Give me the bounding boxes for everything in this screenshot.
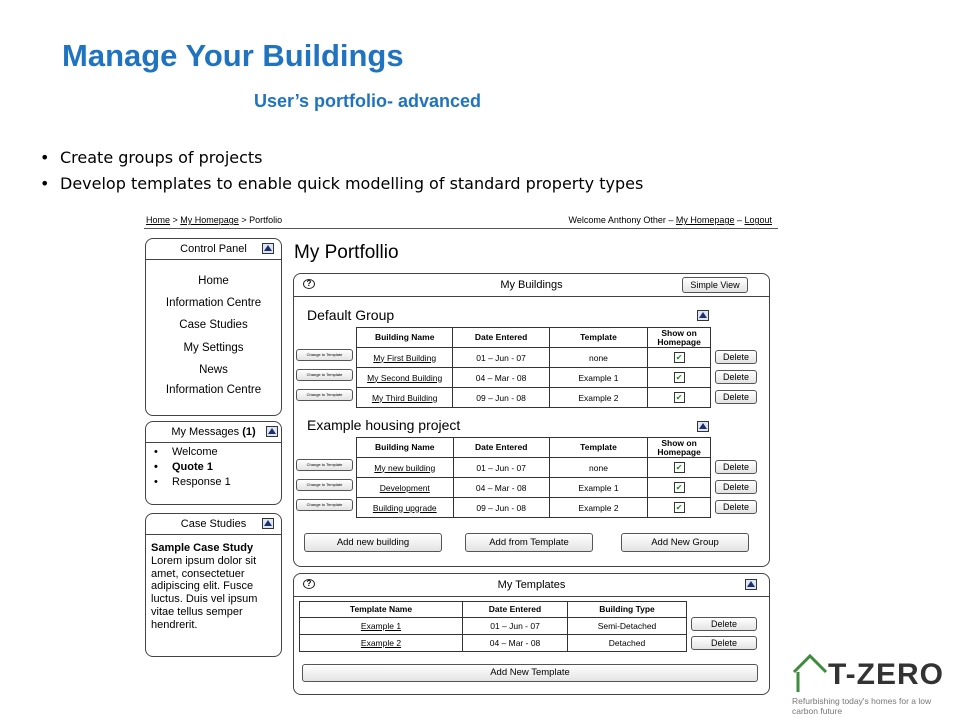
show-on-homepage-cell (648, 498, 711, 518)
show-on-homepage-cell (648, 458, 711, 478)
add-new-group-button[interactable]: Add New Group (621, 533, 749, 552)
column-header: Date Entered (453, 328, 549, 348)
checkbox-checked-icon[interactable]: ✔ (674, 352, 685, 363)
buildings-table-example-housing (356, 437, 711, 518)
building-name-link[interactable]: My Third Building (357, 388, 453, 408)
show-on-homepage-cell (648, 478, 711, 498)
table-row (357, 458, 711, 478)
breadcrumb (146, 215, 282, 225)
template-cell: Example 1 (549, 368, 647, 388)
templates-table (299, 601, 687, 652)
group-title-default: Default Group (307, 307, 395, 323)
house-logo-icon (792, 652, 828, 694)
column-header: Show on Homepage (648, 328, 711, 348)
date-cell: 01 – Jun - 07 (453, 458, 549, 478)
myhomepage-link[interactable]: My Homepage (675, 215, 735, 225)
my-templates-title: My Templates (497, 579, 566, 591)
user-links (569, 215, 772, 225)
add-new-template-button[interactable]: Add New Template (302, 664, 758, 682)
nav-item-information-centre[interactable]: Information Centre (165, 297, 262, 309)
column-header: Date Entered (463, 602, 568, 618)
template-cell: Example 1 (549, 478, 647, 498)
building-name-link[interactable]: My new building (357, 458, 454, 478)
change-to-template-button[interactable]: Change to Template (296, 459, 353, 471)
collapse-icon[interactable] (262, 518, 274, 529)
column-header: Template Name (300, 602, 463, 618)
message-item[interactable]: • Quote 1 (152, 461, 231, 476)
building-type-cell: Semi-Detached (568, 618, 687, 635)
messages-count: (1) (242, 426, 256, 438)
case-study-heading[interactable]: Sample Case Study (151, 542, 254, 554)
template-name-link[interactable]: Example 1 (300, 618, 463, 635)
my-buildings-title: My Buildings (500, 279, 563, 291)
template-cell: none (549, 348, 647, 368)
column-header: Template (549, 438, 647, 458)
date-cell: 04 – Mar - 08 (453, 368, 549, 388)
welcome-text: Welcome Anthony Other – (568, 215, 676, 225)
case-study-body: Lorem ipsum dolor sit amet, consectetuer adipiscing elit. Fusce luctus. Duis vel ipsum vitae tellus semper hendrerit. (151, 554, 258, 631)
case-studies-title: Case Studies (180, 518, 247, 530)
messages-header (146, 422, 281, 443)
control-panel-title: Control Panel (180, 243, 247, 255)
slide-subtitle: User’s portfolio- advanced (254, 91, 482, 111)
delete-button[interactable]: Delete (715, 370, 757, 384)
delete-button[interactable]: Delete (691, 636, 757, 650)
case-studies-header (146, 514, 281, 535)
breadcrumb-myhomepage-link[interactable]: My Homepage (180, 215, 239, 225)
bullet-list (38, 146, 643, 198)
date-cell: 01 – Jun - 07 (463, 618, 568, 635)
show-on-homepage-cell (648, 368, 711, 388)
case-studies-panel (145, 513, 282, 657)
template-name-link[interactable]: Example 2 (300, 635, 463, 652)
breadcrumb-home-link[interactable]: Home (146, 215, 171, 225)
messages-panel (145, 421, 282, 505)
top-navigation-bar (144, 212, 778, 229)
nav-item-information-centre-2[interactable]: Information Centre (165, 384, 262, 396)
delete-button[interactable]: Delete (715, 480, 757, 494)
change-to-template-button[interactable]: Change to Template (296, 499, 353, 511)
logo-wordmark: T-ZERO (828, 658, 944, 691)
logo-tagline: Refurbishing today's homes for a low carbon future (792, 696, 932, 716)
building-name-link[interactable]: My Second Building (357, 368, 453, 388)
date-cell: 04 – Mar - 08 (453, 478, 549, 498)
show-on-homepage-cell (648, 348, 711, 368)
my-buildings-panel (293, 273, 770, 567)
nav-item-home[interactable]: Home (198, 275, 229, 287)
logout-link[interactable]: Logout (744, 215, 772, 225)
nav-item-case-studies[interactable]: Case Studies (179, 319, 248, 331)
date-cell: 04 – Mar - 08 (463, 635, 568, 652)
table-row (357, 368, 711, 388)
bullet-item: • Create groups of projects (38, 146, 643, 172)
collapse-icon[interactable] (697, 421, 709, 432)
breadcrumb-current: > Portfolio (238, 215, 283, 225)
collapse-icon[interactable] (697, 310, 709, 321)
collapse-icon[interactable] (266, 426, 278, 437)
column-header: Date Entered (453, 438, 549, 458)
slide-title: Manage Your Buildings (62, 38, 404, 73)
collapse-icon[interactable] (745, 579, 757, 590)
table-row (357, 388, 711, 408)
building-name-link[interactable]: My First Building (357, 348, 453, 368)
my-templates-panel (293, 573, 770, 695)
building-name-link[interactable]: Building upgrade (357, 498, 454, 518)
show-on-homepage-cell (648, 388, 711, 408)
checkbox-checked-icon[interactable]: ✔ (674, 392, 685, 403)
messages-title: My Messages (171, 426, 243, 438)
checkbox-checked-icon[interactable]: ✔ (674, 482, 685, 493)
column-header: Building Name (357, 328, 453, 348)
delete-button[interactable]: Delete (691, 617, 757, 631)
building-type-cell: Detached (568, 635, 687, 652)
portfolio-mockup (144, 212, 780, 698)
change-to-template-button[interactable]: Change to Template (296, 389, 353, 401)
nav-item-my-settings[interactable]: My Settings (183, 342, 244, 354)
case-study-content (151, 542, 279, 632)
simple-view-button[interactable]: Simple View (682, 277, 748, 293)
table-row (357, 478, 711, 498)
delete-button[interactable]: Delete (715, 500, 757, 514)
date-cell: 01 – Jun - 07 (453, 348, 549, 368)
checkbox-checked-icon[interactable]: ✔ (674, 502, 685, 513)
help-icon[interactable]: ? (303, 579, 315, 589)
table-row (357, 348, 711, 368)
delete-button[interactable]: Delete (715, 390, 757, 404)
column-header: Building Name (357, 438, 454, 458)
column-header: Template (549, 328, 647, 348)
breadcrumb-separator: > (170, 215, 181, 225)
message-item[interactable]: • Response 1 (152, 476, 231, 491)
add-from-template-button[interactable]: Add from Template (465, 533, 593, 552)
template-cell: none (549, 458, 647, 478)
checkbox-checked-icon[interactable]: ✔ (674, 462, 685, 473)
column-header: Show on Homepage (648, 438, 711, 458)
delete-button[interactable]: Delete (715, 460, 757, 474)
delete-button[interactable]: Delete (715, 350, 757, 364)
table-row (357, 498, 711, 518)
buildings-table-default (356, 327, 711, 408)
control-panel-header (146, 239, 281, 260)
date-cell: 09 – Jun - 08 (453, 498, 549, 518)
group-title-example-housing: Example housing project (307, 417, 461, 433)
message-item[interactable]: • Welcome (152, 446, 231, 461)
control-panel (145, 238, 282, 416)
change-to-template-button[interactable]: Change to Template (296, 369, 353, 381)
template-cell: Example 2 (549, 388, 647, 408)
help-icon[interactable]: ? (303, 279, 315, 289)
t-zero-logo (790, 650, 950, 716)
link-separator: – (734, 215, 745, 225)
date-cell: 09 – Jun - 08 (453, 388, 549, 408)
template-cell: Example 2 (549, 498, 647, 518)
column-header: Building Type (568, 602, 687, 618)
bullet-item: • Develop templates to enable quick modelling of standard property types (38, 172, 643, 198)
building-name-link[interactable]: Development (357, 478, 454, 498)
change-to-template-button[interactable]: Change to Template (296, 349, 353, 361)
add-new-building-button[interactable]: Add new building (304, 533, 442, 552)
table-row (300, 635, 687, 652)
collapse-icon[interactable] (262, 243, 274, 254)
checkbox-checked-icon[interactable]: ✔ (674, 372, 685, 383)
table-row (300, 618, 687, 635)
change-to-template-button[interactable]: Change to Template (296, 479, 353, 491)
my-templates-header (294, 574, 769, 597)
portfolio-title: My Portfollio (294, 242, 399, 263)
message-list (152, 446, 231, 491)
nav-item-news[interactable]: News (199, 364, 228, 376)
